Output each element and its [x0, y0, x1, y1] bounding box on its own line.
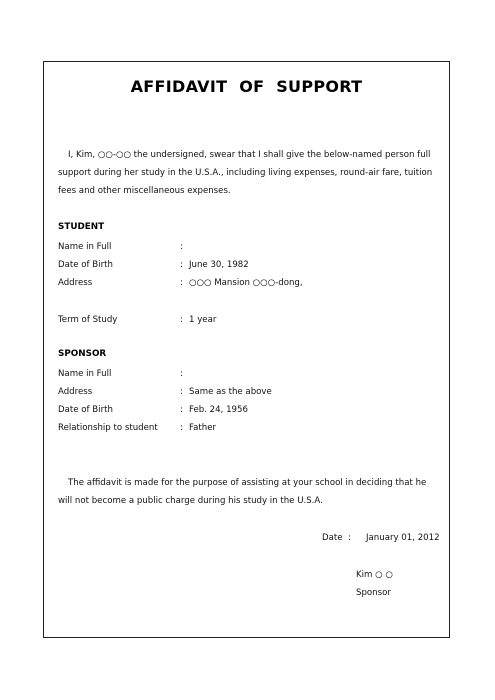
field-label: Term of Study — [58, 315, 118, 325]
field-label: Name in Full — [58, 242, 112, 252]
student-address-row — [58, 276, 438, 290]
date-line — [308, 531, 438, 545]
date-colon: : — [348, 533, 351, 543]
intro-paragraph — [58, 146, 440, 200]
sponsor-name-row — [58, 367, 438, 381]
student-name-row — [58, 240, 438, 254]
field-colon: : — [180, 315, 183, 325]
document-title: AFFIDAVIT OF SUPPORT — [130, 77, 363, 96]
field-label: Date of Birth — [58, 405, 113, 415]
field-colon: : — [180, 242, 183, 252]
field-label: Address — [58, 278, 93, 288]
closing-text: The affidavit is made for the purpose of assisting at your school in deciding that he will not become a public charge during his study in the U.S.A. — [58, 478, 427, 506]
sponsor-heading: SPONSOR — [58, 349, 107, 359]
field-colon: : — [180, 387, 183, 397]
field-label: Name in Full — [58, 369, 112, 379]
closing-paragraph — [58, 474, 440, 510]
intro-text: I, Kim, ○○-○○ the undersigned, swear that I shall give the below-named person full support during her study in the U.S.A., including living expenses, round-air fare, tuition fees and other miscellaneous expenses. — [58, 150, 433, 196]
field-colon: : — [180, 405, 183, 415]
signer-role: Sponsor — [356, 588, 391, 598]
sponsor-address-row — [58, 385, 438, 399]
field-value: Feb. 24, 1956 — [189, 405, 248, 415]
field-colon: : — [180, 423, 183, 433]
field-value: June 30, 1982 — [189, 260, 249, 270]
sponsor-relationship-row — [58, 421, 438, 435]
field-label: Address — [58, 387, 93, 397]
field-label: Date of Birth — [58, 260, 113, 270]
field-label: Relationship to student — [58, 423, 158, 433]
date-label: Date — [322, 533, 343, 543]
signer-name: Kim ○ ○ — [356, 570, 393, 580]
student-heading: STUDENT — [58, 222, 105, 232]
field-colon: : — [180, 369, 183, 379]
student-term-row — [58, 313, 438, 327]
field-colon: : — [180, 260, 183, 270]
field-colon: : — [180, 278, 183, 288]
student-birth-row — [58, 258, 438, 272]
sponsor-birth-row — [58, 403, 438, 417]
date-value: January 01, 2012 — [366, 533, 440, 543]
field-value: ○○○ Mansion ○○○-dong, — [189, 278, 303, 288]
field-value: Same as the above — [189, 387, 272, 397]
field-value: Father — [189, 423, 217, 433]
field-value: 1 year — [189, 315, 217, 325]
affidavit-page — [43, 61, 450, 638]
